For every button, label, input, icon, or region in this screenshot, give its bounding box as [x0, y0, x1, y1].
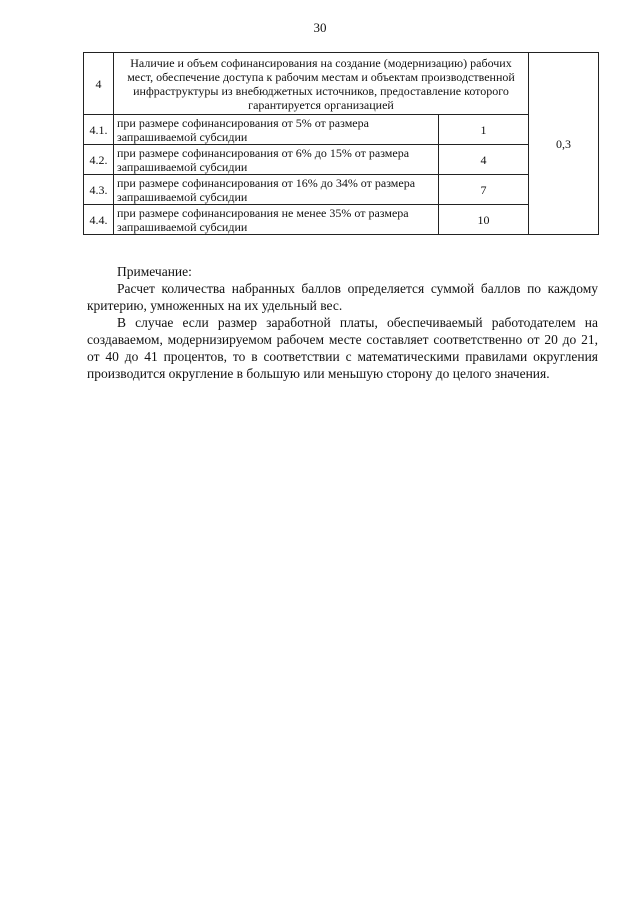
- criteria-table: [83, 52, 599, 235]
- notes-paragraph: В случае если размер заработной платы, обеспечиваемый работодателем на создаваемом, модернизируемом рабочем месте составляет соответственно от 20 до 21, от 40 до 41 процентов, то в соответствии с математическими правилами округления производится округление в большую или меньшую сторону до целого значения.: [87, 315, 598, 381]
- row-points: 7: [439, 175, 529, 205]
- table-row-criterion: [84, 53, 599, 115]
- row-points: 10: [439, 205, 529, 235]
- table-row: [84, 115, 599, 145]
- row-text: при размере софинансирования от 5% от размера запрашиваемой субсидии: [114, 115, 439, 145]
- row-points: 4: [439, 145, 529, 175]
- page-number: 30: [313, 20, 327, 35]
- criterion-text: Наличие и объем софинансирования на создание (модернизацию) рабочих мест, обеспечение доступа к рабочим местам и объектам производственной инфраструктуры из внебюджетных источников, предоставление которого гарантируется организацией: [114, 53, 529, 115]
- notes-paragraph: Расчет количества набранных баллов определяется суммой баллов по каждому критерию, умноженных на их удельный вес.: [87, 281, 598, 313]
- table-row: [84, 205, 599, 235]
- table-row: [84, 175, 599, 205]
- row-number: 4.2.: [84, 145, 114, 175]
- row-number: 4.1.: [84, 115, 114, 145]
- row-points: 1: [439, 115, 529, 145]
- notes-section: [87, 263, 598, 382]
- notes-title: Примечание:: [117, 264, 192, 279]
- row-text: при размере софинансирования от 16% до 34% от размера запрашиваемой субсидии: [114, 175, 439, 205]
- row-text: при размере софинансирования не менее 35% от размера запрашиваемой субсидии: [114, 205, 439, 235]
- row-number: 4.4.: [84, 205, 114, 235]
- row-text: при размере софинансирования от 6% до 15% от размера запрашиваемой субсидии: [114, 145, 439, 175]
- criterion-weight: 0,3: [529, 53, 599, 235]
- table-row: [84, 145, 599, 175]
- row-number: 4.3.: [84, 175, 114, 205]
- criterion-number: 4: [84, 53, 114, 115]
